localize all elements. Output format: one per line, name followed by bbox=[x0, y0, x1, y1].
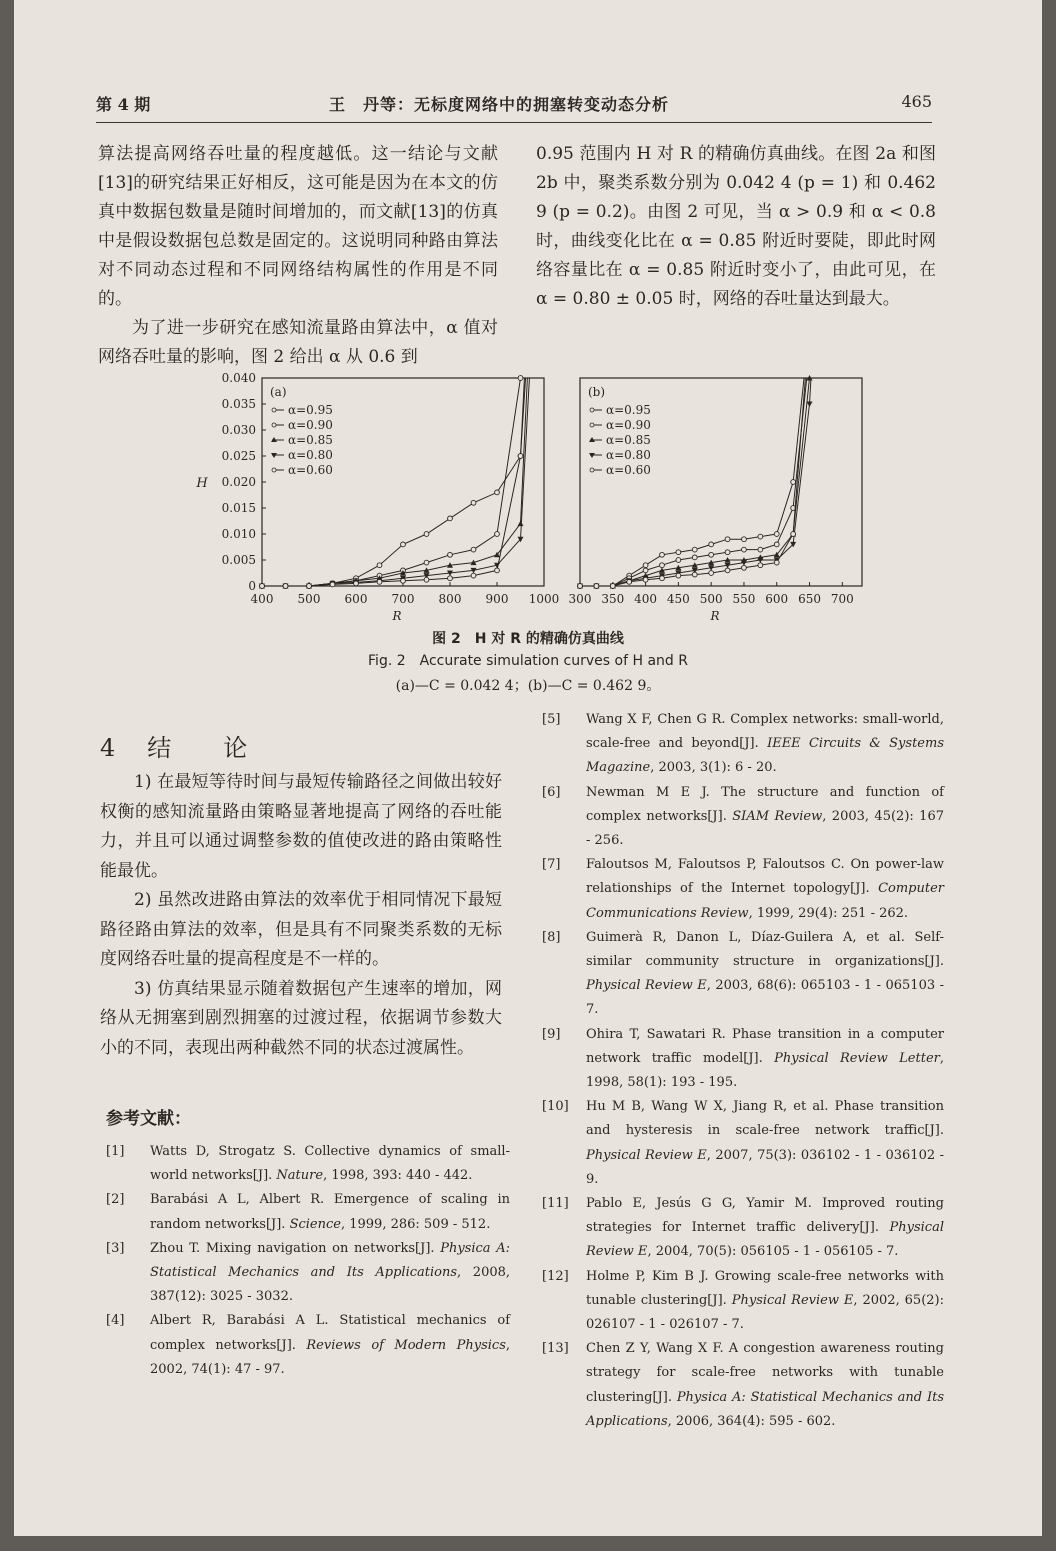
reference-volume-pages: , 2003, 3(1): 6 - 20. bbox=[650, 760, 777, 776]
series-line bbox=[262, 368, 532, 586]
series-line bbox=[580, 368, 826, 586]
reference-authors-title: Wang X F, Chen G R. Complex networks: small-world, scale-free and beyond[J]. bbox=[586, 712, 944, 752]
running-title: 王 丹等：无标度网络中的拥塞转变动态分析 bbox=[329, 95, 670, 114]
reference-authors-title: Watts D, Strogatz S. Collective dynamics of small-world networks[J]. bbox=[150, 1144, 510, 1184]
x-tick-label: 550 bbox=[732, 592, 756, 606]
series-line bbox=[580, 368, 826, 586]
figure-caption-cn: 图 2 H 对 R 的精确仿真曲线 bbox=[432, 631, 624, 647]
figure-caption-note: (a)—C = 0.042 4；(b)—C = 0.462 9。 bbox=[395, 678, 661, 694]
reference-journal: Reviews of Modern Physics bbox=[306, 1337, 506, 1353]
legend-marker bbox=[590, 408, 594, 412]
legend-label: α=0.85 bbox=[606, 433, 651, 447]
data-point bbox=[643, 577, 648, 582]
data-point bbox=[709, 571, 714, 576]
data-point bbox=[448, 516, 453, 521]
y-tick-label: 0.035 bbox=[221, 397, 256, 411]
data-point bbox=[692, 555, 697, 560]
reference-journal: Physical Review Letter bbox=[774, 1050, 940, 1066]
data-point bbox=[725, 550, 730, 555]
legend-marker bbox=[272, 423, 276, 427]
reference-authors-title: Chen Z Y, Wang X F. A congestion awareness routing strategy for scale-free networks with tunable clustering[J]. bbox=[586, 1341, 944, 1405]
x-tick-label: 600 bbox=[765, 592, 789, 606]
reference-volume-pages: , 2004, 70(5): 056105 - 1 - 056105 - 7. bbox=[647, 1244, 899, 1260]
section-title-part: 结 bbox=[147, 734, 174, 762]
reference-authors-title: Pablo E, Jesús G G, Yamir M. Improved routing strategies for Internet traffic delivery[J]. bbox=[586, 1196, 944, 1236]
reference-number: [6] bbox=[542, 784, 561, 800]
data-point bbox=[774, 560, 779, 565]
reference-volume-pages: , 1998, 393: 440 - 442. bbox=[323, 1168, 473, 1184]
reference-item bbox=[542, 1192, 944, 1265]
reference-number: [12] bbox=[542, 1268, 569, 1284]
data-point bbox=[807, 402, 813, 408]
reference-number: [13] bbox=[542, 1341, 569, 1357]
data-point bbox=[495, 532, 500, 537]
data-point bbox=[742, 565, 747, 570]
data-point bbox=[774, 542, 779, 547]
reference-authors-title: Newman M E J. The structure and function of complex networks[J]. bbox=[586, 784, 944, 824]
reference-item bbox=[542, 1023, 944, 1096]
data-point bbox=[401, 578, 406, 583]
legend-marker bbox=[272, 468, 276, 472]
data-point bbox=[578, 584, 583, 589]
reference-volume-pages: , 1999, 29(4): 251 - 262. bbox=[748, 905, 909, 921]
data-point bbox=[791, 532, 796, 537]
reference-number: [5] bbox=[542, 712, 561, 727]
data-point bbox=[758, 547, 763, 552]
y-tick-label: 0.030 bbox=[221, 423, 256, 437]
figure-2-svg bbox=[190, 368, 890, 622]
data-point bbox=[518, 521, 524, 527]
x-tick-label: 350 bbox=[601, 592, 625, 606]
x-tick-label: 700 bbox=[391, 592, 415, 606]
legend-marker bbox=[590, 423, 594, 427]
data-point bbox=[260, 584, 265, 589]
reference-journal: Science bbox=[289, 1216, 341, 1232]
data-point bbox=[692, 547, 697, 552]
header-rule bbox=[96, 122, 932, 123]
data-point bbox=[471, 573, 476, 578]
reference-volume-pages: , 2006, 364(4): 595 - 602. bbox=[667, 1413, 836, 1429]
reference-item bbox=[106, 1140, 510, 1188]
legend-label: α=0.95 bbox=[606, 403, 651, 417]
reference-item bbox=[542, 708, 944, 781]
reference-item bbox=[106, 1188, 510, 1236]
reference-item bbox=[542, 781, 944, 854]
page-number: 465 bbox=[901, 92, 932, 111]
references-left bbox=[106, 1140, 510, 1382]
reference-volume-pages: , 2002, 74(1): 47 - 97. bbox=[150, 1337, 511, 1377]
x-tick-label: 800 bbox=[438, 592, 462, 606]
reference-number: [9] bbox=[542, 1026, 561, 1042]
reference-authors-title: Faloutsos M, Faloutsos P, Faloutsos C. On power-law relationships of the Internet topology[J]. bbox=[586, 857, 944, 897]
x-axis-label: R bbox=[710, 609, 720, 622]
data-point bbox=[495, 490, 500, 495]
reference-volume-pages: , 2007, 75(3): 036102 - 1 - 036102 - 9. bbox=[586, 1147, 944, 1187]
reference-volume-pages: , 2003, 68(6): 065103 - 1 - 065103 - 7. bbox=[586, 978, 944, 1018]
data-point bbox=[471, 500, 476, 505]
reference-item bbox=[542, 1095, 944, 1192]
references-right bbox=[542, 708, 944, 1434]
reference-number: [10] bbox=[542, 1099, 569, 1115]
left-column-text bbox=[98, 140, 498, 372]
reference-journal: Physical Review E bbox=[586, 1147, 707, 1163]
reference-journal: Physical Review E bbox=[586, 1220, 944, 1260]
legend-label: α=0.90 bbox=[606, 418, 651, 432]
x-axis-label: R bbox=[392, 609, 402, 622]
reference-journal: SIAM Review bbox=[732, 808, 823, 824]
series-line bbox=[580, 368, 826, 586]
x-tick-label: 700 bbox=[830, 592, 854, 606]
series-line bbox=[262, 368, 532, 586]
legend-label: α=0.60 bbox=[288, 463, 333, 477]
section-title-part: 论 bbox=[223, 734, 250, 762]
data-point bbox=[774, 532, 779, 537]
x-tick-label: 600 bbox=[344, 592, 368, 606]
right-column-text bbox=[536, 140, 936, 314]
reference-journal: Physica A: Statistical Mechanics and Its Applications bbox=[150, 1240, 510, 1281]
y-tick-label: 0 bbox=[248, 579, 256, 593]
x-tick-label: 1000 bbox=[528, 592, 560, 606]
data-point bbox=[791, 480, 796, 485]
reference-authors-title: Hu M B, Wang W X, Jiang R, et al. Phase transition and hysteresis in scale-free network traffic[J]. bbox=[586, 1099, 944, 1139]
data-point bbox=[594, 584, 599, 589]
data-point bbox=[627, 579, 632, 584]
reference-item bbox=[106, 1309, 510, 1382]
data-point bbox=[330, 582, 335, 587]
legend-label: α=0.95 bbox=[288, 403, 333, 417]
data-point bbox=[424, 577, 429, 582]
reference-volume-pages: , 2003, 45(2): 167 - 256. bbox=[586, 808, 944, 849]
reference-authors-title: Guimerà R, Danon L, Díaz-Guilera A, et al. Self-similar community structure in organizations[J]. bbox=[586, 929, 944, 970]
reference-journal: Physical Review E bbox=[586, 978, 707, 994]
data-point bbox=[377, 579, 382, 584]
reference-number: [1] bbox=[106, 1144, 125, 1159]
legend-label: α=0.85 bbox=[288, 433, 333, 447]
y-tick-label: 0.010 bbox=[221, 527, 256, 541]
panel-label: (b) bbox=[588, 385, 606, 399]
x-tick-label: 900 bbox=[485, 592, 509, 606]
reference-item bbox=[542, 1265, 944, 1338]
series-line bbox=[262, 368, 532, 586]
reference-journal: IEEE Circuits & Systems Magazine bbox=[586, 736, 944, 776]
data-point bbox=[660, 552, 665, 557]
reference-number: [11] bbox=[542, 1196, 569, 1212]
data-point bbox=[307, 584, 312, 589]
reference-authors-title: Barabási A L, Albert R. Emergence of scaling in random networks[J]. bbox=[150, 1192, 510, 1232]
y-tick-label: 0.025 bbox=[221, 449, 256, 463]
reference-number: [7] bbox=[542, 857, 561, 873]
data-point bbox=[758, 563, 763, 568]
journal-page bbox=[14, 0, 1042, 1536]
data-point bbox=[471, 547, 476, 552]
data-point bbox=[424, 532, 429, 537]
x-tick-label: 500 bbox=[297, 592, 321, 606]
legend-marker bbox=[272, 408, 276, 412]
y-tick-label: 0.040 bbox=[221, 371, 256, 385]
reference-journal: Physica A: Statistical Mechanics and Its Applications bbox=[586, 1389, 945, 1429]
data-point bbox=[709, 542, 714, 547]
reference-journal: Computer Communications Review bbox=[586, 881, 944, 921]
series-line bbox=[262, 368, 532, 586]
conclusion-item: 3) 仿真结果显示随着数据包产生速率的增加，网络从无拥塞到剧烈拥塞的过渡过程，依据调节参数大小的不同，表现出两种截然不同的状态过渡属性。 bbox=[100, 978, 502, 1058]
reference-number: [2] bbox=[106, 1192, 125, 1208]
section-number: 4 bbox=[100, 734, 118, 762]
legend-marker bbox=[590, 468, 594, 472]
data-point bbox=[660, 563, 665, 568]
figure-caption-en: Fig. 2 Accurate simulation curves of H and R bbox=[368, 653, 688, 669]
figure-2 bbox=[190, 368, 890, 622]
data-point bbox=[448, 576, 453, 581]
section-heading bbox=[100, 728, 249, 763]
x-tick-label: 650 bbox=[798, 592, 821, 606]
x-tick-label: 400 bbox=[250, 592, 274, 606]
data-point bbox=[709, 552, 714, 557]
reference-volume-pages: , 2002, 65(2): 026107 - 1 - 026107 - 7. bbox=[586, 1292, 944, 1333]
data-point bbox=[725, 568, 730, 573]
conclusion-item: 1) 在最短等待时间与最短传输路径之间做出较好权衡的感知流量路由策略显著地提高了网络的吞吐能力，并且可以通过调整参数的值使改进的路由策略性能最优。 bbox=[100, 772, 502, 881]
reference-item bbox=[542, 1337, 944, 1434]
data-point bbox=[495, 568, 500, 573]
conclusions bbox=[100, 768, 502, 1063]
data-point bbox=[676, 558, 681, 563]
data-point bbox=[424, 560, 429, 565]
paragraph: 算法提高网络吞吐量的程度越低。这一结论与文献[13]的研究结果正好相反，这可能是因为在本文的仿真中数据包数量是随时间增加的，而文献[13]的仿真中是假设数据包总数是固定的。这说明同种路由算法对不同动态过程和不同网络结构属性的作用是不同的。 bbox=[98, 144, 498, 309]
reference-authors-title: Holme P, Kim B J. Growing scale-free networks with tunable clustering[J]. bbox=[586, 1268, 944, 1308]
reference-item bbox=[542, 926, 944, 1023]
data-point bbox=[676, 550, 681, 555]
legend-label: α=0.60 bbox=[606, 463, 651, 477]
data-point bbox=[283, 584, 288, 589]
legend-label: α=0.80 bbox=[606, 448, 651, 462]
reference-volume-pages: , 2008, 387(12): 3025 - 3032. bbox=[150, 1265, 511, 1305]
conclusion-item: 2) 虽然改进路由算法的效率优于相同情况下最短路径路由算法的效率，但是具有不同聚类系数的无标度网络吞吐量的提高程度是不一样的。 bbox=[100, 890, 502, 969]
reference-number: [3] bbox=[106, 1240, 125, 1256]
data-point bbox=[742, 537, 747, 542]
reference-volume-pages: , 1998, 58(1): 193 - 195. bbox=[586, 1050, 944, 1091]
x-tick-label: 400 bbox=[634, 592, 658, 606]
data-point bbox=[377, 563, 382, 568]
paragraph: 0.95 范围内 H 对 R 的精确仿真曲线。在图 2a 和图 2b 中，聚类系数分别为 0.042 4 (p = 1) 和 0.462 9 (p = 0.2)。由图 2 可见，当 α > 0.9 和 α < 0.8 时，曲线变化比在 α = 0.85 附近时要陡，即此时网络容量比在 α = 0.85 附近时变小了，由此可见，在 α = 0.80 ± 0.05 时，网络的吞吐量达到最大。 bbox=[536, 144, 936, 309]
legend-label: α=0.90 bbox=[288, 418, 333, 432]
x-tick-label: 300 bbox=[568, 592, 592, 606]
series-line bbox=[580, 368, 826, 586]
data-point bbox=[401, 542, 406, 547]
running-header bbox=[96, 92, 932, 116]
data-point bbox=[518, 376, 523, 381]
data-point bbox=[660, 576, 665, 581]
y-axis-label: H bbox=[196, 476, 208, 491]
data-point bbox=[354, 581, 359, 586]
data-point bbox=[610, 584, 615, 589]
reference-item bbox=[106, 1237, 510, 1310]
data-point bbox=[758, 534, 763, 539]
data-point bbox=[742, 547, 747, 552]
data-point bbox=[643, 563, 648, 568]
data-point bbox=[692, 572, 697, 577]
paragraph: 为了进一步研究在感知流量路由算法中，α 值对网络吞吐量的影响，图 2 给出 α 从 0.6 到 bbox=[98, 318, 498, 367]
reference-journal: Nature bbox=[276, 1168, 324, 1184]
reference-number: [4] bbox=[106, 1313, 125, 1329]
data-point bbox=[518, 454, 523, 459]
series-line bbox=[580, 368, 826, 586]
x-tick-label: 500 bbox=[699, 592, 723, 606]
reference-authors-title: Ohira T, Sawatari R. Phase transition in a computer network traffic model[J]. bbox=[586, 1026, 944, 1066]
references-heading: 参考文献： bbox=[106, 1109, 191, 1129]
y-tick-label: 0.005 bbox=[221, 553, 256, 567]
reference-authors-title: Albert R, Barabási A L. Statistical mechanics of complex networks[J]. bbox=[150, 1313, 510, 1353]
y-tick-label: 0.015 bbox=[221, 501, 256, 515]
series-line bbox=[262, 368, 532, 586]
panel-label: (a) bbox=[270, 385, 287, 399]
reference-item bbox=[542, 853, 944, 926]
reference-authors-title: Zhou T. Mixing navigation on networks[J]. bbox=[150, 1240, 441, 1256]
data-point bbox=[448, 552, 453, 557]
legend-label: α=0.80 bbox=[288, 448, 333, 462]
data-point bbox=[725, 537, 730, 542]
reference-number: [8] bbox=[542, 929, 561, 945]
reference-journal: Physical Review E bbox=[731, 1292, 854, 1308]
data-point bbox=[643, 568, 648, 573]
reference-volume-pages: , 1999, 286: 509 - 512. bbox=[340, 1216, 491, 1232]
x-tick-label: 450 bbox=[666, 592, 690, 606]
issue-number: 第 4 期 bbox=[96, 95, 151, 114]
y-tick-label: 0.020 bbox=[221, 475, 256, 489]
data-point bbox=[676, 573, 681, 578]
